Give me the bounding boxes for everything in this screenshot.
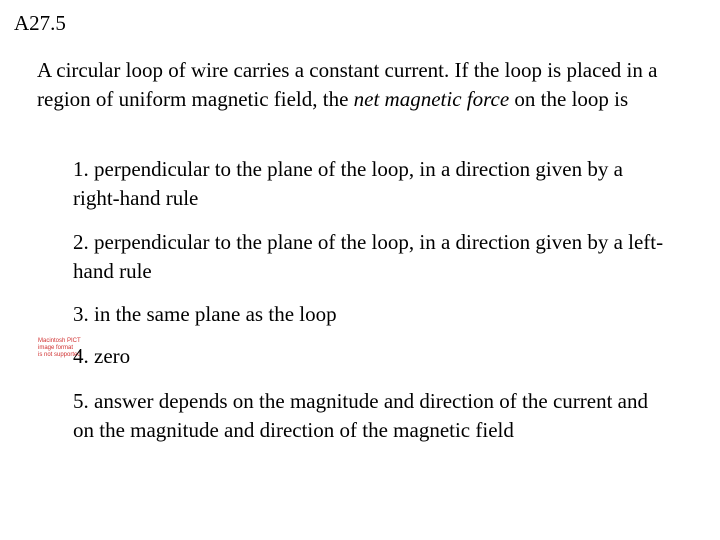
choice-4: 4. zero — [73, 344, 131, 368]
placeholder-line-2: image format — [38, 345, 74, 351]
choice-5: 5. answer depends on the magnitude and direction of the current and on the magnitude and direction of the magnetic field — [73, 389, 648, 442]
placeholder-line-1: Macintosh PICT — [38, 338, 81, 344]
question-emphasis: net magnetic force — [353, 87, 510, 111]
slide-label: A27.5 — [14, 11, 66, 35]
choice-3: 3. in the same plane as the loop — [73, 302, 337, 326]
question-text-before: A circular loop of wire carries a constant current. If the loop is placed in a region of uniform magnetic field, the — [37, 58, 658, 111]
unsupported-image-placeholder — [38, 338, 81, 370]
question-text-after: on the loop is — [509, 87, 629, 111]
question-text — [37, 56, 677, 114]
choice-1: 1. perpendicular to the plane of the loop, in a direction given by a right-hand rule — [73, 157, 623, 210]
placeholder-line-3: is not supported — [38, 352, 81, 358]
choice-2: 2. perpendicular to the plane of the loop, in a direction given by a left-hand rule — [73, 230, 664, 283]
